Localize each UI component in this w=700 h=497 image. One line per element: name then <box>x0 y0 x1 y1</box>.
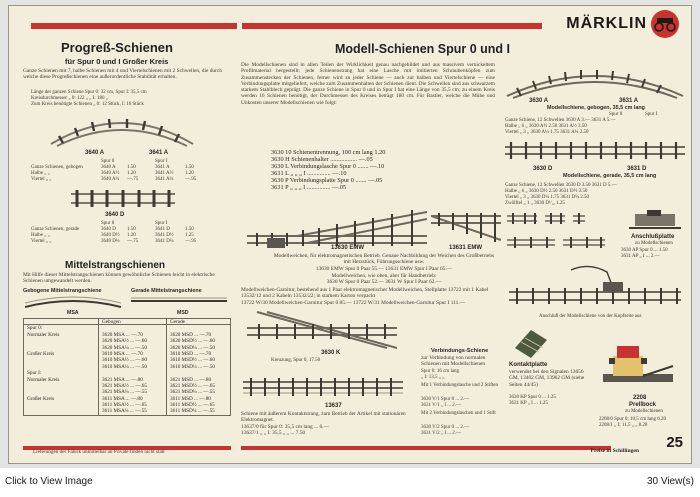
buffer-stop-icon <box>599 340 677 392</box>
curved-row-price: 1.50 <box>127 165 136 170</box>
straight-row-price: 1.50 <box>127 227 136 232</box>
table-head-gebogen: Gebogen <box>98 319 166 324</box>
label-3640a: 3640 A <box>85 150 105 156</box>
anschluss-title: Anschlußplatte <box>631 234 675 240</box>
list-item: Viertel „ 3 „ 3630 A¼ 1.75 3631 A¼ 2.50 <box>505 130 589 135</box>
list-item: 3630 10 Schienentrennung, 100 cm lang 1.20 <box>271 149 386 156</box>
straight-row-price: —.75 <box>127 239 139 244</box>
mittel-head-straight: Gerade Mittelstrangschiene <box>131 288 202 294</box>
straight-row-code: 3641 D½ <box>155 233 174 238</box>
model-straight-rail-icon <box>505 140 685 162</box>
anschluss-row: 3631 AP „ I ... 2.— <box>621 254 660 259</box>
table-row: 3621 MSA¼ ... —.55 3621 MSD¼ ... —.55 <box>24 389 230 395</box>
table-row: Großer Kreis 3610 MSA ... —.70 3610 MSD ... —.70 <box>24 351 230 357</box>
list-item: 3630 V/1 Spur 0 ... 2.— <box>421 397 470 402</box>
straight-row-code: 3641 D <box>155 227 170 232</box>
header-bar-left <box>31 23 237 29</box>
anschluss-note: Anschluß der Modellschiene von der Kopfseite aus <box>539 314 642 319</box>
table-row: 3610 MSA½ ... —.60 3610 MSD½ ... —.60 <box>24 357 230 363</box>
straight-row-name: Viertel „ „ <box>31 239 52 244</box>
prell-row: 2208/1 „ I; 11,5 „ „ 8.20 <box>599 423 648 428</box>
hand-switch-text: Modellweichen, wie oben, aber für Handbetrieb: 3630 W Spur 0 Paar 52.— 3631 W Spur I Paar 62.— <box>326 273 442 286</box>
prell-row: 2208/0 Spur 0; 10,5 cm lang 6.20 <box>599 417 666 422</box>
table-row: Normaler Kreis 3620 MSA ... —.70 3620 MSD ... —.70 <box>24 332 230 338</box>
list-item: Zwölftel „ 1 „ 3630 D¹⁄₁₂ 1.25 <box>505 201 565 206</box>
list-item: Mit 1 Verbindungslasche und 2 Stiften <box>421 383 498 388</box>
curved-row-price: 1.50 <box>185 165 194 170</box>
list-item: Halbe „ 6 „ 3630 D½ 2.50 3631 D½ 3.50 <box>505 189 588 194</box>
label-3631d: 3631 D <box>627 166 647 172</box>
list-item: 3630 P Verbindungsplatte Spur 0 ....... —.05 <box>271 177 383 184</box>
garnitur-text: Modellweichen-Garnitur, bestehend aus 1 Paar elektromagnetischer Modellweichen, Stellplatte 13722 mit 1 Kabel 13532/12 und 2 Kabeln 13532/22; in starkem Karton verpackt 13722 W/30 Modellweichen-Garnitur Spur 0 85.— 13722 W/31 Modellweichen-Garnitur Spur I 111.— <box>241 287 489 306</box>
curved-row-price: —.95 <box>185 177 197 182</box>
curved-row-code: 3640 A¼ <box>101 177 120 182</box>
catalog-page <box>8 5 692 464</box>
curved-row-code: 3641 A¼ <box>155 177 174 182</box>
table-row: 3611 MSA¼ ... —.55 3611 MSD¼ ... —.55 <box>24 408 230 414</box>
switch-right-rail-icon <box>431 206 501 248</box>
table-row: 3610 MSA¼ ... —.50 3610 MSD¼ ... —.50 <box>24 364 230 370</box>
verbindung-title: Verbindungs-Schiene <box>431 348 489 354</box>
curved-row-name: Ganze Schienen, gebogen <box>31 165 83 170</box>
list-item: Spur 0: 16 cm lang <box>421 369 460 374</box>
connection-plate-icon <box>629 210 681 232</box>
straight-row-name: Ganze Schienen, gerade <box>31 227 80 232</box>
connection-rail-illustration-icon <box>509 262 681 312</box>
curved-row-price: 1.20 <box>185 171 194 176</box>
curved-row-code: 3641 A½ <box>155 171 174 176</box>
model-title: Modell-Schienen Spur 0 und I <box>335 42 511 56</box>
label-msd: MSD <box>177 310 189 316</box>
label-13631emw: 13631 EMW <box>449 245 483 251</box>
table-row: Großer Kreis 3611 MSA ... —.80 3611 MSD ... —.80 <box>24 396 230 402</box>
table-row: 3611 MSA½ ... —.65 3611 MSD½ ... —.65 <box>24 402 230 408</box>
kontakt-row: 3631 KP „ I ... 1.25 <box>509 401 548 406</box>
contact-plate-icon <box>511 326 551 360</box>
switch-left-rail-icon <box>247 206 427 248</box>
label-3630k: 3630 K <box>321 350 341 356</box>
label-3640d: 3640 D <box>105 212 125 218</box>
kontakt-text: verwendet bei den Signalen 13656 GM, 13402 GM, 13962 GM (siehe Seiten 44/45) <box>509 369 585 388</box>
model-curved-head-0: Spur 0 <box>609 112 623 117</box>
label-3630d: 3630 D <box>533 166 553 172</box>
list-item: „ I: 13,5 „ „ <box>421 375 445 380</box>
list-item: Halbe „ 6 „ 3630 A½ 2.50 3631 A½ 3.50 <box>505 124 587 129</box>
label-3630a: 3630 A <box>529 98 549 104</box>
model-curved-caption: Modellschiene, gebogen, 35,5 cm lang <box>547 105 645 111</box>
prell-sub: zu Modellschienen <box>625 409 663 414</box>
view-count: 30 View(s) <box>646 476 694 487</box>
page-number: 25 <box>666 434 683 451</box>
progress-subtitle: für Spur 0 und I Großer Kreis <box>65 57 169 66</box>
maerklin-logo-icon <box>651 10 679 38</box>
anschluss-row: 3630 AP Spur 0 ... 1.50 <box>621 248 668 253</box>
curved-row-price: 1.20 <box>127 171 136 176</box>
straight-row-price: 1.20 <box>127 233 136 238</box>
list-item: Ganze Schiene, 12 Schwellen 3630 D 3.50 3631 D 5.— <box>505 183 617 188</box>
straight-head-0: Spur 0 <box>101 221 115 226</box>
straight-row-code: 3641 D¼ <box>155 239 174 244</box>
label-2208: 2208 <box>633 395 647 401</box>
table-row: 3620 MSA¼ ... —.50 3620 MSD¼ ... —.50 <box>24 345 230 351</box>
table-row: Spur I: <box>24 370 230 376</box>
list-item: Viertel „ 3 „ 3630 D¼ 1.75 3631 D¼ 2.50 <box>505 195 589 200</box>
kontakt-title: Kontaktplatte <box>509 362 548 368</box>
table-head-gerade: Gerade <box>166 319 230 324</box>
header-bar-right <box>242 23 542 29</box>
curved-row-code: 3640 A½ <box>101 171 120 176</box>
curved-progress-rail-icon <box>47 110 197 148</box>
label-msa: MSA <box>67 310 79 316</box>
model-curved-head-1: Spur I <box>645 112 658 117</box>
straight-progress-rail-icon <box>71 188 175 210</box>
label-13630emw: 13630 EMW <box>331 245 365 251</box>
crossing-rail-icon <box>247 310 397 350</box>
straight-row-code: 3640 D½ <box>101 233 120 238</box>
brand-name: MÄRKLIN <box>566 15 647 32</box>
model-intro: Die Modellschienen sind in allen Teilen der Wirklichkeit genau nachgebildet und aus massivem vernickeltem Profilmaterial hergestellt; jede Schienenstrang hat eine Lasche mit imitierten Schraubenköpfen zum Zusammenstecken der Schienen, ferner wird zu jeder Schiene — auch zur halben und Viertelschiene — eine Verbindungsplatte mitgeliefert, welche zum Zusammenhalten der Schienen dient. Die Schwellen sind aus schwarzem starkem Stahlblech geprägt. Die ganze Schiene in Spur 0 und in Spur I hat eine Länge von 35,5 cm; zu einem Kreis werden 16 Schienen benötigt, der Durchmesser des Kreises beträgt 180 cm. Für Bastler, welche die Mühe und Unkosten unserer Modellschienen wie folgt: <box>241 62 495 106</box>
straight-row-price: —.95 <box>185 239 197 244</box>
straight-row-price: 1.25 <box>185 233 194 238</box>
view-image-link[interactable]: Click to View Image <box>5 476 93 487</box>
table-row: Spur 0: <box>24 325 230 331</box>
small-rail-pieces-icon <box>505 210 615 256</box>
kontakt-row: 3630 KP Spur 0 ... 1.25 <box>509 395 556 400</box>
mittel-price-table <box>23 318 231 416</box>
straight-row-name: Halbe „ „ <box>31 233 50 238</box>
curved-row-name: Viertel „ „ <box>31 177 52 182</box>
label-3631a: 3631 A <box>619 98 639 104</box>
mittel-intro: Mit Hilfe dieser Mittelstrangschienen können gewöhnliche Schienen leicht in elektrische Schienen umgewandelt werden. <box>23 272 215 285</box>
progress-intro: Ganze Schienen mit 7, halbe Schienen mit 4 und Viertelschienen mit 2 Schwellen, die durch welche diese Progreßschienen eine außerordentliche Stabilität erhalten. <box>23 68 222 81</box>
list-item: Mit 2 Verbindungslaschen und 1 Stift <box>421 411 496 416</box>
contact-rail-icon <box>243 376 403 398</box>
footer-prices: Preise in Schillingen <box>590 448 639 454</box>
progress-length-2: Zum Kreis benötigte Schienen „ 0: 12 Stück, I: 16 Stück <box>31 102 144 107</box>
footer-bar-right <box>241 446 611 450</box>
mittel-straight-rail-icon <box>131 297 227 305</box>
list-item: 3631 V/1 „ I ... 2.— <box>421 403 462 408</box>
mittel-head-curved: Gebogene Mittelstrangschiene <box>23 288 102 294</box>
table-row: Normaler Kreis 3621 MSA ... —.80 3621 MSD ... —.80 <box>24 377 230 383</box>
contact-rail-text: Schiene mit äußerem Kontaktstrang, zum Betrieb der Artikel mit stationären Elektromagnet. 13637/0 für Spur 0: 35,5 cm lang ... 6.— 13637/1 „ „ I: 35,5 „ „ ... 7.50 <box>241 411 406 436</box>
curved-row-code: 3641 A <box>155 165 170 170</box>
anschluss-sub: zu Modellschienen <box>635 241 673 246</box>
list-item: 3631 P „ „ „ I ............... —.05 <box>271 184 347 191</box>
table-row: 3621 MSA½ ... —.65 3621 MSD½ ... —.65 <box>24 383 230 389</box>
model-curved-rail-icon <box>505 62 685 100</box>
straight-row-code: 3640 D <box>101 227 116 232</box>
curved-head-1: Spur I <box>155 159 168 164</box>
label-13637: 13637 <box>325 403 342 409</box>
footer-note: Lieferungen der Fabrik unmittelbar an Private finden nicht statt <box>33 449 165 455</box>
mittel-title: Mittelstrangschienen <box>65 260 166 271</box>
curved-row-name: Halbe „ „ <box>31 171 50 176</box>
list-item: 3631 V/2 „ I ... 2.— <box>421 431 462 436</box>
prell-title: Prellbock <box>629 402 657 408</box>
curved-row-price: —.75 <box>127 177 139 182</box>
mittel-curved-rail-icon <box>25 295 121 309</box>
model-straight-caption: Modellschiene, gerade, 35,5 cm lang <box>563 173 657 179</box>
curved-head-0: Spur 0 <box>101 159 115 164</box>
list-item: 3630 L Verbindungslasche Spur 0 ....... —.10 <box>271 163 385 170</box>
straight-head-1: Spur I <box>155 221 168 226</box>
progress-length-1: Kreisdurchmesser „ 0: 122 „ „ I: 180 „ <box>31 96 108 101</box>
list-item: Ganze Schiene, 12 Schwellen 3630 A 3.— 3631 A 5.— <box>505 118 616 123</box>
straight-row-price: 1.50 <box>185 227 194 232</box>
list-item: 3630 H Schienenhalter ................. —.05 <box>271 156 373 163</box>
list-item: 3631 L „ „ „ I ............... —.10 <box>271 170 347 177</box>
table-row: 3620 MSA½ ... —.60 3620 MSD½ ... —.60 <box>24 338 230 344</box>
switch-text: Modellweichen, für elektromagnetischen Betrieb. Genaue Nachbildung der Weichen des Großbetriebs mit Herzstück, Führungsschiene usw. 13630 EMW Spur 0 Paar 55.— 13631 EMW Spur I Paar 65.— <box>273 253 495 272</box>
progress-title: Progreß-Schienen <box>61 40 173 55</box>
progress-length-0: Länge der ganzen Schiene Spur 0: 32 cm, Spur I: 35,5 cm <box>31 90 147 95</box>
viewer-toolbar <box>0 468 700 497</box>
crossing-text: Kreuzung, Spur 0, 17.50 <box>271 358 321 363</box>
verbindung-text: zur Verbindung von normalen Schienen mit Modellschienen <box>421 355 486 368</box>
list-item: 3630 V/2 Spur 0 ... 2.— <box>421 425 470 430</box>
label-3641a: 3641 A <box>149 150 169 156</box>
straight-row-code: 3640 D¼ <box>101 239 120 244</box>
curved-row-code: 3640 A <box>101 165 116 170</box>
